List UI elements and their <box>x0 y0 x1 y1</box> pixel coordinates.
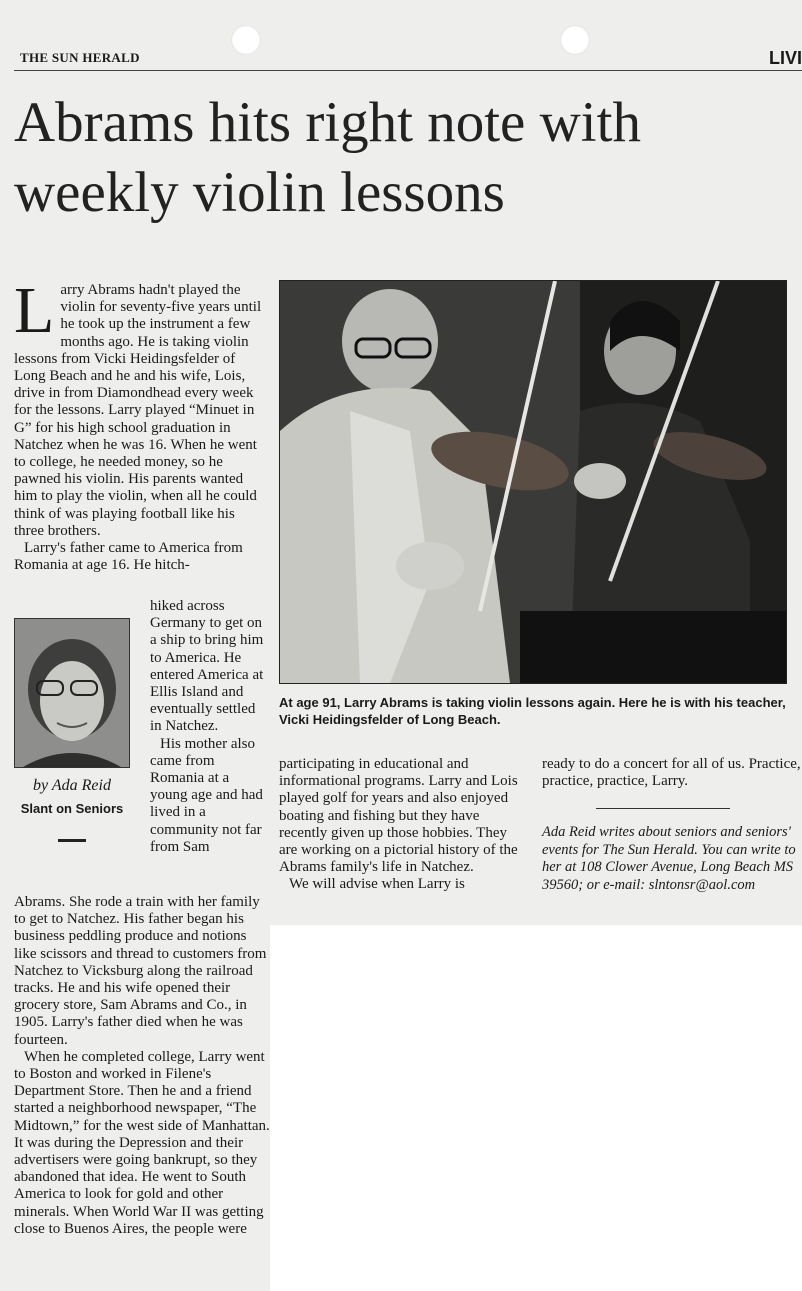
article-column-1 <box>14 274 268 574</box>
article-column-2 <box>279 756 529 894</box>
article-paragraph: His mother also came from Romania at a young age and had lived in a community not far from Sam <box>150 735 263 855</box>
byline-author: by Ada Reid <box>33 777 111 794</box>
article-paragraph: Larry's father came to America from Romania at age 16. He hitch- <box>14 540 243 574</box>
article-paragraph: Larry Abrams hadn't played the violin for seventy-five years until he took up the instrument a few months ago. He is taking violin lessons from Vicki Heidingsfelder of Long Beach and he and his wife, Lois, drive in from Diamondhead every week for the lessons. Larry played “Minuet in G” for his high school graduation in Natchez when he was 16. When he went to college, he needed money, so he pawned his violin. His parents wanted him to play the violin, when all he could think of was playing football like his three brothers. <box>14 274 262 539</box>
article-paragraph: We will advise when Larry is <box>289 876 465 893</box>
drop-cap: L <box>14 274 55 347</box>
article-paragraph: participating in educational and informational programs. Larry and Lois played golf for years and also enjoyed boating and fishing but they have recently given up those hobbies. They are working on a pictorial history of the Abrams family's life in Natchez. <box>279 756 518 876</box>
article-column-3 <box>542 756 802 790</box>
photo-caption: At age 91, Larry Abrams is taking violin lessons again. Here he is with his teacher, Vicki Heidingsfelder of Long Beach. <box>279 695 786 727</box>
article-paragraph: Abrams. She rode a train with her family to get to Natchez. His father began his business peddling produce and notions like scissors and thread to customers from Natchez to Vicksburg along the railroad tracks. He and his wife opened their grocery store, Sam Abrams and Co., in 1905. Larry's father died when he was fourteen. <box>14 894 267 1048</box>
byline <box>18 776 126 842</box>
bio-divider <box>596 808 730 809</box>
article-column-1-narrow <box>150 598 270 856</box>
masthead-rule <box>14 70 802 71</box>
main-photo <box>279 280 787 684</box>
article-paragraph: hiked across Germany to get on a ship to bring him to America. He entered America at Ellis Island and eventually settled in Natchez. <box>150 598 264 735</box>
headline: Abrams hits right note with weekly violin lessons <box>14 91 641 224</box>
violin-lesson-photo <box>280 281 786 683</box>
masthead: THE SUN HERALD <box>20 50 140 65</box>
article-column-1-lower <box>14 894 270 1238</box>
author-portrait-image <box>15 619 129 767</box>
author-bio: Ada Reid writes about seniors and seniors' events for The Sun Herald. You can write to her at 108 Clower Avenue, Long Beach MS 39560; or e-mail: slntonsr@aol.com <box>542 824 796 893</box>
article-paragraph: When he completed college, Larry went to Boston and worked in Filene's Department Store. Then he and a friend started a neighborhood newspaper, “The Midtown,” for the west side of Manhattan. It was during the Depression and their advertisers were going bankrupt, so they abandoned that idea. He went to South America to look for gold and other minerals. When World War II was getting close to Buenos Aires, the people were <box>14 1048 270 1237</box>
byline-divider <box>58 839 86 842</box>
article-paragraph: ready to do a concert for all of us. Practice, practice, practice, Larry. <box>542 756 801 790</box>
author-photo <box>14 618 130 768</box>
punch-hole <box>231 25 261 55</box>
section-tag: LIVI <box>768 48 802 68</box>
column-name: Slant on Seniors <box>20 801 124 816</box>
punch-hole <box>560 25 590 55</box>
